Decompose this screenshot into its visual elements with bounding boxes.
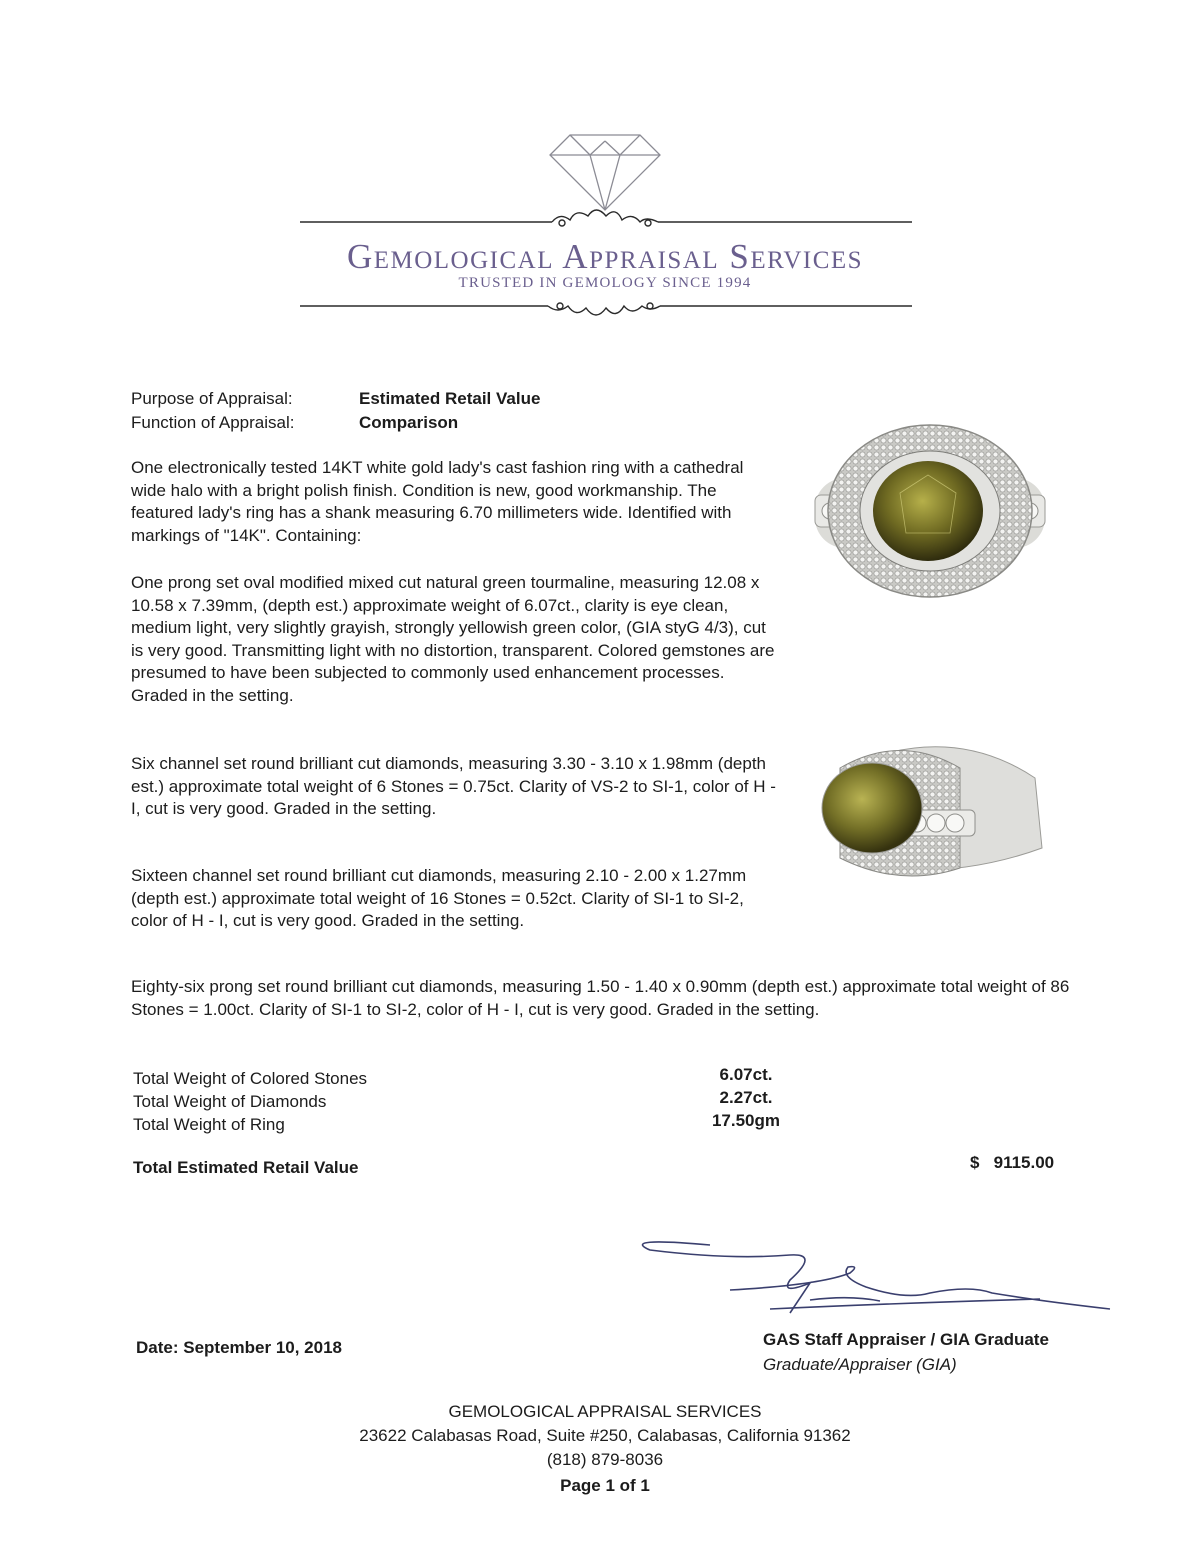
grand-total-label: Total Estimated Retail Value xyxy=(133,1158,359,1177)
footer-address: 23622 Calabasas Road, Suite #250, Calabasas, California 91362 xyxy=(359,1426,851,1445)
total-diamonds-label: Total Weight of Diamonds xyxy=(133,1092,327,1111)
total-diamonds-value: 2.27ct. xyxy=(719,1088,773,1107)
footer-company: GEMOLOGICAL APPRAISAL SERVICES xyxy=(448,1402,762,1421)
ring-description: One electronically tested 14KT white gold lady's cast fashion ring with a cathedral wide halo with a bright polish finish. Condition is new, good workmanship. The featured lady's ring has a shank measuring 6.70 millimeters wide. Identified with markings of "14K". Containing: xyxy=(131,458,744,545)
channel-diamonds-16-description: Sixteen channel set round brilliant cut diamonds, measuring 2.10 - 2.00 x 1.27mm (depth est.) approximate total weight of 16 Stones = 0.52ct. Clarity of SI-1 to SI-2, color of H - I, cut is very good. Graded in the setting. xyxy=(131,866,747,930)
appraiser-signature xyxy=(620,1225,1120,1325)
page-number: Page 1 of 1 xyxy=(560,1476,650,1495)
company-tagline: TRUSTED IN GEMOLOGY SINCE 1994 xyxy=(458,275,752,291)
total-diamonds-row xyxy=(133,1090,793,1113)
purpose-value: Estimated Retail Value xyxy=(359,389,541,408)
company-name: Gemological Appraisal Services xyxy=(346,237,864,276)
company-logo xyxy=(290,125,920,340)
total-colored-label: Total Weight of Colored Stones xyxy=(133,1069,368,1088)
footer-phone: (818) 879-8036 xyxy=(546,1450,664,1469)
appraiser-title: GAS Staff Appraiser / GIA Graduate xyxy=(763,1330,1049,1349)
function-row xyxy=(131,412,458,434)
top-divider xyxy=(300,210,912,226)
tourmaline-description: One prong set oval modified mixed cut natural green tourmaline, measuring 12.08 x 10.58 x 7.39mm, (depth est.) approximate weight of 6.07ct., clarity is eye clean, medium light, very slightly grayish, strongly yellowish green color, (GIA styG 4/3), cut is very good. Transmitting light with no distortion, transparent. Colored gemstones are presumed to have been subjected to commonly used enhancement processes. Graded in the setting. xyxy=(131,573,775,705)
prong-diamonds-86-description: Eighty-six prong set round brilliant cut diamonds, measuring 1.50 - 1.40 x 0.90mm (depth est.) approximate total weight of 86 Stones = 1.00ct. Clarity of SI-1 to SI-2, color of H - I, cut is very good. Graded in the setting. xyxy=(131,977,1070,1019)
grand-total-value: $ 9115.00 xyxy=(970,1153,1055,1172)
ring-photo-side xyxy=(810,728,1050,893)
purpose-label: Purpose of Appraisal: xyxy=(131,389,293,408)
total-ring-label: Total Weight of Ring xyxy=(133,1115,285,1134)
appraiser-credential: Graduate/Appraiser (GIA) xyxy=(763,1355,957,1374)
total-colored-row xyxy=(133,1067,793,1090)
function-value: Comparison xyxy=(359,413,459,432)
channel-diamonds-6-description: Six channel set round brilliant cut diamonds, measuring 3.30 - 3.10 x 1.98mm (depth est.) approximate total weight of 6 Stones = 0.75ct. Clarity of VS-2 to SI-1, color of H - I, cut is very good. Graded in the setting. xyxy=(131,754,776,818)
purpose-row xyxy=(131,388,540,410)
diamond-icon xyxy=(550,135,660,210)
appraisal-date: Date: September 10, 2018 xyxy=(136,1338,342,1357)
total-colored-value: 6.07ct. xyxy=(719,1065,773,1084)
function-label: Function of Appraisal: xyxy=(131,413,295,432)
ring-photo-front xyxy=(810,423,1050,608)
total-ring-row xyxy=(133,1113,793,1136)
logo-graphic xyxy=(290,125,920,340)
total-ring-value: 17.50gm xyxy=(711,1111,781,1130)
bottom-divider xyxy=(300,303,912,315)
